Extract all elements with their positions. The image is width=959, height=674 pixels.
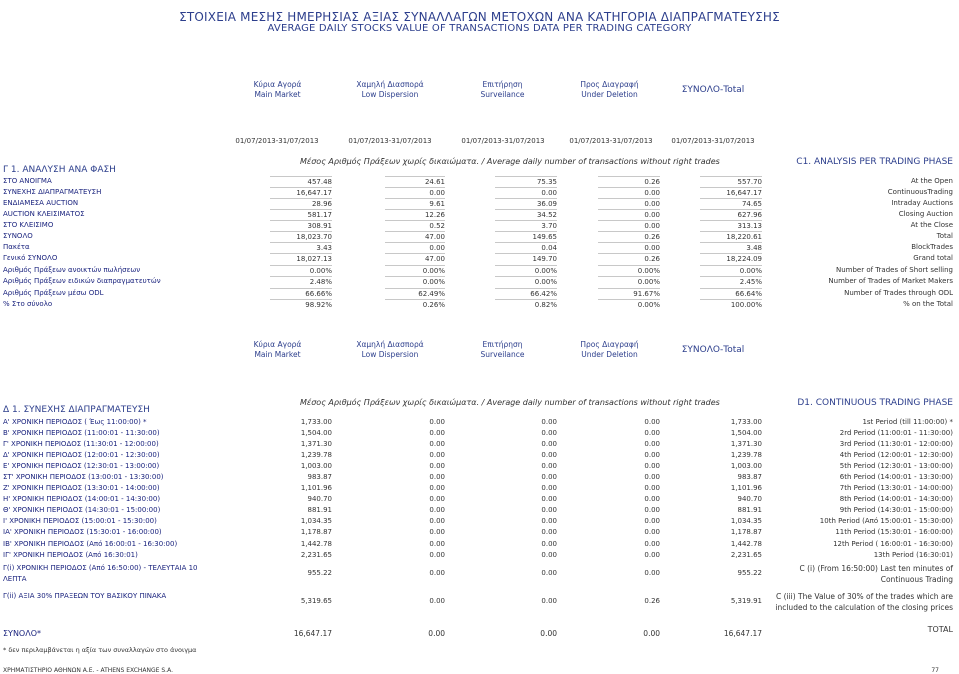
- cell-value: 91.67%: [598, 288, 660, 300]
- cell-value: 0.00: [429, 418, 445, 426]
- subtitle-d: Μέσος Αριθμός Πράξεων χωρίς δικαιώματα. / Average daily number of transactions without right trades: [300, 398, 720, 407]
- row-label-gr: ΙΓ' ΧΡΟΝΙΚΗ ΠΕΡΙΟΔΟΣ (Από 16:30:01): [3, 551, 138, 559]
- cell-value: 983.87: [307, 473, 332, 481]
- cell-value: 0.00: [541, 462, 557, 470]
- cell-value: 0.00: [598, 220, 660, 232]
- cell-value: 2.45%: [700, 276, 762, 288]
- subtitle-c: Μέσος Αριθμός Πράξεων χωρίς δικαιώματα. / Average daily number of transactions without right trades: [300, 157, 720, 166]
- table-row: [0, 483, 959, 494]
- period-label: 01/07/2013-31/07/2013: [569, 137, 653, 145]
- cell-value: 0.00: [541, 473, 557, 481]
- cell-value: 0.00: [429, 528, 445, 536]
- cell-value: 0.00: [541, 440, 557, 448]
- table-row: [0, 288, 959, 299]
- cell-value: 881.91: [307, 506, 332, 514]
- cell-value: 0.00: [495, 187, 557, 199]
- cell-value: 0.00: [541, 451, 557, 459]
- row-label-gr: Γ' ΧΡΟΝΙΚΗ ΠΕΡΙΟΔΟΣ (11:30:01 - 12:00:00): [3, 440, 159, 448]
- cell-value: 0.00: [644, 462, 660, 470]
- table-row: [0, 472, 959, 483]
- cell-value: 2.48%: [270, 276, 332, 288]
- row-label-gr: ΣΤΟ ΚΛΕΙΣΙΜΟ: [3, 221, 54, 229]
- cell-value: 457.48: [270, 176, 332, 188]
- total-row: [0, 625, 959, 639]
- cell-value: 0.00: [541, 551, 557, 559]
- report-title-greek: ΣΤΟΙΧΕΙΑ ΜΕΣΗΣ ΗΜΕΡΗΣΙΑΣ ΑΞΙΑΣ ΣΥΝΑΛΛΑΓΩΝ ΜΕΤΟΧΩΝ ΑΝΑ ΚΑΤΗΓΟΡΙΑ ΔΙΑΠΡΑΓΜΑΤΕΥΣΗΣ: [179, 10, 780, 24]
- table-row: [0, 242, 959, 253]
- row-label-en: Number of Trades of Short selling: [835, 266, 953, 274]
- row-label-en: Intraday Auctions: [891, 199, 953, 207]
- row-label-en: 5th Period (12:30:01 - 13:00:00): [839, 462, 953, 470]
- cell-value: 0.26: [598, 231, 660, 243]
- period-label: 01/07/2013-31/07/2013: [461, 137, 545, 145]
- cell-value: 1,371.30: [730, 440, 762, 448]
- cell-value: 0.00: [644, 451, 660, 459]
- cell-value: 1,101.96: [730, 484, 762, 492]
- table-row: [0, 505, 959, 516]
- table-row: [0, 176, 959, 187]
- row-label-en: At the Open: [910, 177, 953, 185]
- cell-value: 0.00: [541, 540, 557, 548]
- column-header-gr: Κύρια Αγορά: [253, 80, 302, 89]
- row-label-gr: ΣΥΝΟΛΟ: [3, 232, 33, 240]
- column-header-en: Surveilance: [480, 350, 525, 359]
- total-label-en: TOTAL: [927, 625, 953, 634]
- row-label-gr: ΣΤ' ΧΡΟΝΙΚΗ ΠΕΡΙΟΔΟΣ (13:00:01 - 13:30:00): [3, 473, 164, 481]
- cell-value: 0.82%: [495, 299, 557, 311]
- cell-value: 0.00%: [598, 299, 660, 311]
- table-row: [0, 253, 959, 264]
- column-header-main-market: [230, 340, 325, 360]
- cell-value: 18,027.13: [270, 253, 332, 265]
- cell-value: 1,733.00: [730, 418, 762, 426]
- cell-value: 0.26: [644, 597, 660, 605]
- total-value: 0.00: [428, 629, 445, 638]
- row-label-en: 9th Period (14:30:01 - 15:00:00): [839, 506, 953, 514]
- table-row: [0, 539, 959, 550]
- column-header-en: Under Deletion: [581, 90, 638, 99]
- column-header-en: Main Market: [254, 350, 301, 359]
- cell-value: 74.65: [700, 198, 762, 210]
- cell-value: 66.64%: [700, 288, 762, 300]
- cell-value: 98.92%: [270, 299, 332, 311]
- row-label-en: 1st Period (till 11:00:00) *: [862, 418, 953, 426]
- cell-value: 0.00: [429, 473, 445, 481]
- table-row: [0, 198, 959, 209]
- cell-value: 149.65: [495, 231, 557, 243]
- cell-value: 1,178.87: [300, 528, 332, 536]
- cell-value: 5,319.65: [300, 597, 332, 605]
- cell-value: 0.00: [429, 517, 445, 525]
- cell-value: 1,239.78: [730, 451, 762, 459]
- cell-value: 0.00: [429, 506, 445, 514]
- cell-value: 16,647.17: [270, 187, 332, 199]
- column-header-low-dispersion: [340, 340, 440, 360]
- row-label-gr: Γενικό ΣΥΝΟΛΟ: [3, 254, 58, 262]
- total-label-gr: ΣΥΝΟΛΟ*: [3, 629, 41, 638]
- row-label-en: C (iii) The Value of 30% of the trades which are: [775, 592, 953, 601]
- cell-value: 1,003.00: [730, 462, 762, 470]
- row-label-gr: Αριθμός Πράξεων μέσω ODL: [3, 289, 104, 297]
- cell-value: 1,003.00: [300, 462, 332, 470]
- section-c-title: Γ 1. ΑΝΑΛΥΣΗ ΑΝΑ ΦΑΣΗ: [3, 165, 116, 175]
- cell-value: 1,178.87: [730, 528, 762, 536]
- row-label-en: C (i) (From 16:50:00) Last ten minutes of: [799, 564, 953, 573]
- row-label-gr: Θ' ΧΡΟΝΙΚΗ ΠΕΡΙΟΔΟΣ (14:30:01 - 15:00:00): [3, 506, 161, 514]
- table-row: [0, 494, 959, 505]
- cell-value: 0.00: [644, 551, 660, 559]
- cell-value: 1,442.78: [300, 540, 332, 548]
- row-label-gr: ΕΝΔΙΑΜΕΣΑ AUCTION: [3, 199, 79, 207]
- cell-value: 0.00%: [270, 265, 332, 277]
- row-label-gr: ΙΑ' ΧΡΟΝΙΚΗ ΠΕΡΙΟΔΟΣ (15:30:01 - 16:00:00): [3, 528, 162, 536]
- cell-value: 2,231.65: [730, 551, 762, 559]
- cell-value: 581.17: [270, 209, 332, 221]
- column-header-gr: Προς Διαγραφή: [580, 80, 639, 89]
- cell-value: 0.00: [541, 484, 557, 492]
- section-d-title-en: D1. CONTINUOUS TRADING PHASE: [797, 398, 953, 408]
- row-label-en: 8th Period (14:00:01 - 14:30:00): [839, 495, 953, 503]
- column-header-under-deletion: [562, 80, 657, 100]
- table-row: [0, 209, 959, 220]
- row-label-gr: Αριθμός Πράξεων ειδικών διαπραγματευτών: [3, 277, 161, 285]
- cell-value: 0.00%: [495, 265, 557, 277]
- cell-value: 0.00%: [598, 265, 660, 277]
- table-row: [0, 299, 959, 310]
- cell-value: 940.70: [737, 495, 762, 503]
- row-label-en: ContinuousTrading: [887, 188, 953, 196]
- row-label-en: 10th Period (Από 15:00:01 - 15:30:00): [819, 517, 953, 525]
- cell-value: 940.70: [307, 495, 332, 503]
- cell-value: 0.00%: [495, 276, 557, 288]
- table-row: [0, 516, 959, 527]
- cell-value: 0.00: [598, 198, 660, 210]
- report-title-english: AVERAGE DAILY STOCKS VALUE OF TRANSACTIONS DATA PER TRADING CATEGORY: [267, 23, 692, 34]
- cell-value: 16,647.17: [700, 187, 762, 199]
- cell-value: 0.26: [598, 176, 660, 188]
- cell-value: 0.00: [644, 473, 660, 481]
- cell-value: 0.00: [429, 429, 445, 437]
- cell-value: 0.00: [385, 242, 445, 254]
- cell-value: 3.48: [700, 242, 762, 254]
- period-label: 01/07/2013-31/07/2013: [671, 137, 755, 145]
- cell-value: 0.00: [598, 242, 660, 254]
- section-c-title-en: C1. ANALYSIS PER TRADING PHASE: [796, 157, 953, 167]
- cell-value: 0.00: [385, 187, 445, 199]
- table-row: [0, 220, 959, 231]
- cell-value: 1,371.30: [300, 440, 332, 448]
- row-label-gr: Αριθμός Πράξεων ανοικτών πωλήσεων: [3, 266, 141, 274]
- cell-value: 0.00: [429, 551, 445, 559]
- cell-value: 0.00: [429, 484, 445, 492]
- cell-value: 0.00: [644, 440, 660, 448]
- column-header-gr: Προς Διαγραφή: [580, 340, 639, 349]
- total-value: 16,647.17: [293, 629, 332, 638]
- cell-value: 0.00%: [385, 265, 445, 277]
- cell-value: 0.00: [644, 484, 660, 492]
- cell-value: 12.26: [385, 209, 445, 221]
- row-label-gr: Δ' ΧΡΟΝΙΚΗ ΠΕΡΙΟΔΟΣ (12:00:01 - 12:30:00): [3, 451, 160, 459]
- column-header-under-deletion: [562, 340, 657, 360]
- period-label: 01/07/2013-31/07/2013: [348, 137, 432, 145]
- cell-value: 149.70: [495, 253, 557, 265]
- table-row: [0, 450, 959, 461]
- cell-value: 5,319.91: [730, 597, 762, 605]
- cell-value: 0.00: [644, 418, 660, 426]
- cell-value: 0.00: [541, 569, 557, 577]
- cell-value: 1,101.96: [300, 484, 332, 492]
- cell-value: 557.70: [700, 176, 762, 188]
- row-label-gr: ΙΒ' ΧΡΟΝΙΚΗ ΠΕΡΙΟΔΟΣ (Από 16:00:01 - 16:30:00): [3, 540, 178, 548]
- column-header-gr: Χαμηλή Διασπορά: [356, 80, 424, 89]
- cell-value: 1,504.00: [300, 429, 332, 437]
- cell-value: 1,733.00: [300, 418, 332, 426]
- row-label-gr: Γ(ii) ΑΞΙΑ 30% ΠΡΑΞΕΩΝ ΤΟΥ ΒΑΣΙΚΟΥ ΠΙΝΑΚΑ: [3, 592, 167, 600]
- row-label-en: 4th Period (12:00:01 - 12:30:00): [839, 451, 953, 459]
- column-header-en: Low Dispersion: [361, 350, 419, 359]
- section-d-title: Δ 1. ΣΥΝΕΧΗΣ ΔΙΑΠΡΑΓΜΑΤΕΥΣΗ: [3, 405, 150, 415]
- row-label-en: BlockTrades: [911, 243, 953, 251]
- footer-company: ΧΡΗΜΑΤΙΣΤΗΡΙΟ ΑΘΗΝΩΝ Α.Ε. - ATHENS EXCHANGE S.A.: [3, 667, 173, 674]
- cell-value: 881.91: [737, 506, 762, 514]
- cell-value: 47.00: [385, 253, 445, 265]
- cell-value: 0.00: [541, 506, 557, 514]
- cell-value: 75.35: [495, 176, 557, 188]
- row-label-en: 7th Period (13:30:01 - 14:00:00): [839, 484, 953, 492]
- cell-value: 0.00: [644, 506, 660, 514]
- cell-value: 0.00: [598, 187, 660, 199]
- cell-value: 36.09: [495, 198, 557, 210]
- table-row: [0, 276, 959, 287]
- column-header-en: Main Market: [254, 90, 301, 99]
- cell-value: 0.00: [644, 540, 660, 548]
- row-label-en: At the Close: [910, 221, 953, 229]
- row-label-gr: Ι' ΧΡΟΝΙΚΗ ΠΕΡΙΟΔΟΣ (15:00:01 - 15:30:00): [3, 517, 157, 525]
- cell-value: 0.00: [541, 528, 557, 536]
- total-value: 0.00: [643, 629, 660, 638]
- cell-value: 0.00: [644, 517, 660, 525]
- row-label-gr: Η' ΧΡΟΝΙΚΗ ΠΕΡΙΟΔΟΣ (14:00:01 - 14:30:00): [3, 495, 161, 503]
- cell-value: 0.00: [644, 429, 660, 437]
- cell-value: 0.00: [644, 528, 660, 536]
- table-row: [0, 439, 959, 450]
- cell-value: 0.00: [541, 418, 557, 426]
- row-label-gr: Α' ΧΡΟΝΙΚΗ ΠΕΡΙΟΔΟΣ ( Έως 11:00:00) *: [3, 418, 147, 426]
- cell-value: 0.00: [541, 429, 557, 437]
- cell-value: 1,034.35: [300, 517, 332, 525]
- cell-value: 2,231.65: [300, 551, 332, 559]
- row-label-gr: Γ(i) ΧΡΟΝΙΚΗ ΠΕΡΙΟΔΟΣ (Από 16:50:00) - ΤΕΛΕΥΤΑΙΑ 10: [3, 564, 198, 572]
- column-header-surveillance: [455, 340, 550, 360]
- total-value: 0.00: [540, 629, 557, 638]
- period-label: 01/07/2013-31/07/2013: [235, 137, 319, 145]
- cell-value: 1,239.78: [300, 451, 332, 459]
- table-row-multiline: [0, 591, 959, 613]
- cell-value: 0.00: [429, 440, 445, 448]
- table-row: [0, 417, 959, 428]
- row-label-gr: ΣΤΟ ΑΝΟΙΓΜΑ: [3, 177, 52, 185]
- cell-value: 3.43: [270, 242, 332, 254]
- row-label-gr: % Στο σύνολο: [3, 300, 53, 308]
- column-header-gr: Χαμηλή Διασπορά: [356, 340, 424, 349]
- table-row-multiline: [0, 563, 959, 585]
- row-label-gr: Πακέτα: [3, 243, 30, 251]
- cell-value: 955.22: [307, 569, 332, 577]
- table-row: [0, 265, 959, 276]
- column-header-total: ΣΥΝΟΛΟ-Total: [681, 85, 745, 95]
- cell-value: 313.13: [700, 220, 762, 232]
- cell-value: 9.61: [385, 198, 445, 210]
- row-label-en: Total: [936, 232, 953, 240]
- page-number: 77: [931, 667, 939, 674]
- column-header-low-dispersion: [340, 80, 440, 100]
- cell-value: 1,034.35: [730, 517, 762, 525]
- total-value: 16,647.17: [723, 629, 762, 638]
- row-label-en: % on the Total: [903, 300, 953, 308]
- table-row: [0, 428, 959, 439]
- row-label-en: Number of Trades through ODL: [844, 289, 953, 297]
- row-label-en: Number of Trades of Market Makers: [828, 277, 953, 285]
- column-header-gr: Κύρια Αγορά: [253, 340, 302, 349]
- footnote: * δεν περιλαμβάνεται η αξία των συναλλαγών στο άνοιγμα: [3, 646, 197, 654]
- column-header-en: Low Dispersion: [361, 90, 419, 99]
- cell-value: 0.00: [429, 540, 445, 548]
- table-row: [0, 187, 959, 198]
- row-label-en-cont: included to the calculation of the closing prices: [775, 603, 953, 612]
- cell-value: 3.70: [495, 220, 557, 232]
- cell-value: 28.96: [270, 198, 332, 210]
- cell-value: 0.00: [598, 209, 660, 221]
- cell-value: 308.91: [270, 220, 332, 232]
- cell-value: 18,224.09: [700, 253, 762, 265]
- cell-value: 0.00: [644, 495, 660, 503]
- row-label-gr-cont: ΛΕΠΤΑ: [3, 575, 27, 583]
- row-label-en: 3rd Period (11:30:01 - 12:00:00): [839, 440, 953, 448]
- column-header-gr: Επιτήρηση: [482, 340, 523, 349]
- cell-value: 62.49%: [385, 288, 445, 300]
- cell-value: 34.52: [495, 209, 557, 221]
- column-header-en: Under Deletion: [581, 350, 638, 359]
- cell-value: 0.26%: [385, 299, 445, 311]
- cell-value: 983.87: [737, 473, 762, 481]
- cell-value: 0.00: [644, 569, 660, 577]
- cell-value: 955.22: [737, 569, 762, 577]
- cell-value: 0.00: [541, 597, 557, 605]
- cell-value: 0.00: [541, 517, 557, 525]
- row-label-gr: Β' ΧΡΟΝΙΚΗ ΠΕΡΙΟΔΟΣ (11:00:01 - 11:30:00): [3, 429, 160, 437]
- row-label-en: Closing Auction: [898, 210, 953, 218]
- cell-value: 0.00%: [700, 265, 762, 277]
- cell-value: 0.00: [429, 495, 445, 503]
- cell-value: 24.61: [385, 176, 445, 188]
- row-label-gr: Ε' ΧΡΟΝΙΚΗ ΠΕΡΙΟΔΟΣ (12:30:01 - 13:00:00): [3, 462, 160, 470]
- row-label-gr: ΣΥΝΕΧΗΣ ΔΙΑΠΡΑΓΜΑΤΕΥΣΗ: [3, 188, 102, 196]
- row-label-en: 2rd Period (11:00:01 - 11:30:00): [839, 429, 953, 437]
- row-label-en: 6th Period (14:00:01 - 13:30:00): [839, 473, 953, 481]
- row-label-en: 12th Period ( 16:00:01 - 16:30:00): [833, 540, 953, 548]
- table-row: [0, 550, 959, 561]
- cell-value: 0.00: [541, 495, 557, 503]
- table-row: [0, 461, 959, 472]
- cell-value: 18,023.70: [270, 231, 332, 243]
- column-header-surveillance: [455, 80, 550, 100]
- table-row: [0, 527, 959, 538]
- row-label-en: 11th Period (15:30:01 - 16:00:00): [835, 528, 953, 536]
- cell-value: 0.52: [385, 220, 445, 232]
- cell-value: 0.00: [429, 569, 445, 577]
- cell-value: 0.00: [429, 451, 445, 459]
- cell-value: 47.00: [385, 231, 445, 243]
- table-row: [0, 231, 959, 242]
- cell-value: 66.42%: [495, 288, 557, 300]
- cell-value: 0.04: [495, 242, 557, 254]
- column-header-total: ΣΥΝΟΛΟ-Total: [681, 345, 745, 355]
- cell-value: 0.00%: [385, 276, 445, 288]
- column-header-main-market: [230, 80, 325, 100]
- cell-value: 0.00: [429, 462, 445, 470]
- cell-value: 1,504.00: [730, 429, 762, 437]
- cell-value: 0.00%: [598, 276, 660, 288]
- row-label-en: 13th Period (16:30:01): [873, 551, 953, 559]
- cell-value: 0.26: [598, 253, 660, 265]
- column-header-gr: Επιτήρηση: [482, 80, 523, 89]
- row-label-en: Grand total: [913, 254, 953, 262]
- cell-value: 100.00%: [700, 299, 762, 311]
- cell-value: 66.66%: [270, 288, 332, 300]
- cell-value: 1,442.78: [730, 540, 762, 548]
- row-label-en-cont: Continuous Trading: [880, 575, 953, 584]
- row-label-gr: Ζ' ΧΡΟΝΙΚΗ ΠΕΡΙΟΔΟΣ (13:30:01 - 14:00:00): [3, 484, 160, 492]
- cell-value: 627.96: [700, 209, 762, 221]
- row-label-gr: AUCTION ΚΛΕΙΣΙΜΑΤΟΣ: [3, 210, 85, 218]
- cell-value: 18,220.61: [700, 231, 762, 243]
- cell-value: 0.00: [429, 597, 445, 605]
- column-header-en: Surveilance: [480, 90, 525, 99]
